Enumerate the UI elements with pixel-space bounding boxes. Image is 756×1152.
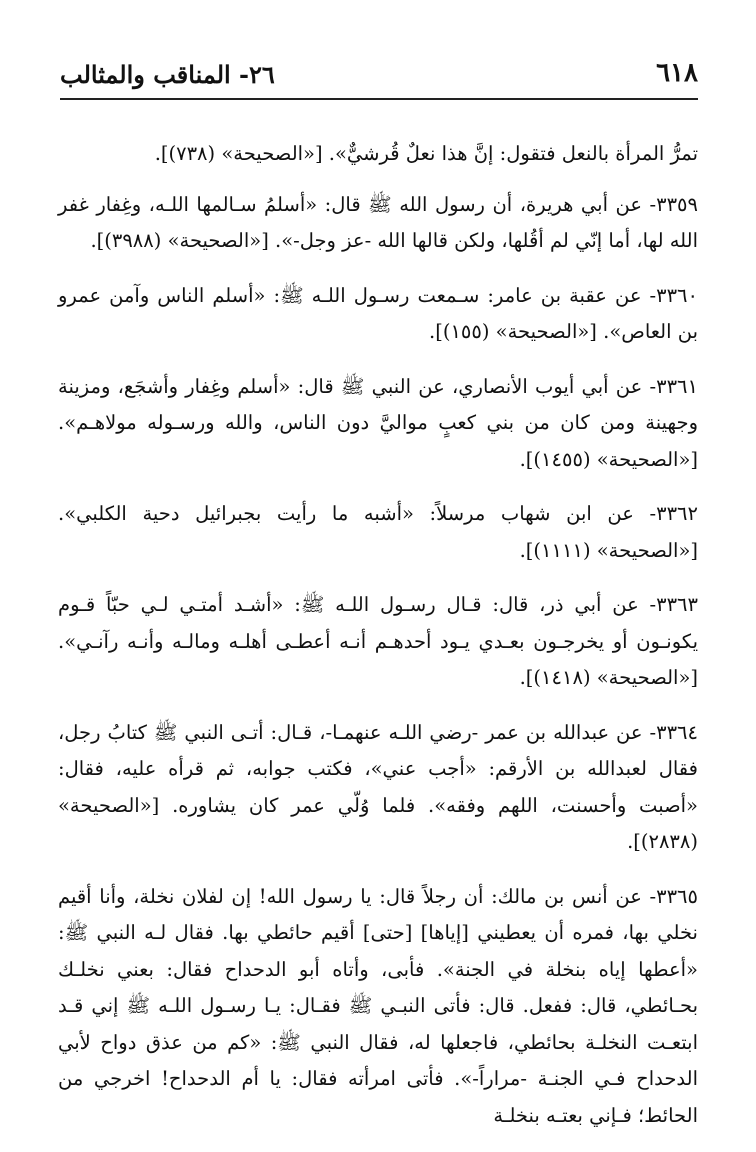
paragraph-continuation: تمرُّ المرأة بالنعل فتقول: إنَّ هذا نعلٌ قُرشيٌّ». [«الصحيحة» (٧٣٨)].: [154, 142, 698, 165]
hadith-3361: ٣٣٦١- عن أبي أيوب الأنصاري، عن النبي ﷺ قال: «أسلم وغِفار وأشجَع، ومزينة وجهينة ومن كان من بني كعبٍ مواليَّ دون الناس، والله ورسـوله مولاهـم». [«الصحيحة» (١٤٥٥)].: [58, 374, 698, 471]
hadith-3363: ٣٣٦٣- عن أبي ذر، قال: قـال رسـول اللـه ﷺ: «أشـد أمتـي لـي حبّاً قـوم يكونـون أو يخرجـون بعـدي يـود أحدهـم أنـه أعطـى أهلـه ومالـه وأنـه رآنـي». [«الصحيحة» (١٤١٨)].: [58, 593, 698, 689]
hadith-3359: ٣٣٥٩- عن أبي هريرة، أن رسول الله ﷺ قال: «أسلمُ سـالمها اللـه، وغِفار غفر الله لها، أما إنّي لم أقُلها، ولكن قالها الله -عز وجل-». [«الصحيحة» (٣٩٨٨)].: [58, 192, 698, 252]
page-number: ٦١٨: [656, 58, 698, 88]
hadith-3364: ٣٣٦٤- عن عبدالله بن عمر -رضي اللـه عنهمـا-، قـال: أتـى النبي ﷺ كتابُ رجل، فقال لعبدالله بن الأرقم: «أجب عني»، فكتب جوابه، ثم قرأه عليه، فقال: «أصبت وأحسنت، اللهم وفقه». فلما وُلّي عمر كان يشاوره. [«الصحيحة» (٢٨٣٨)].: [58, 720, 698, 853]
page-header: [60, 58, 698, 100]
chapter-title: ٢٦- المناقب والمثالب: [60, 60, 275, 89]
hadith-3362: ٣٣٦٢- عن ابن شهاب مرسلاً: «أشبه ما رأيت بجبرائيل دحية الكلبي». [«الصحيحة» (١١١١)].: [58, 502, 698, 562]
hadith-3360: ٣٣٦٠- عن عقبة بن عامر: سـمعت رسـول اللـه ﷺ: «أسلم الناس وآمن عمرو بن العاص». [«الصحيحة» (١٥٥)].: [58, 283, 698, 343]
page-body: [58, 136, 698, 1152]
hadith-3365: ٣٣٦٥- عن أنس بن مالك: أن رجلاً قال: يا رسول الله! إن لفلان نخلة، وأنا أقيم نخلي بها، فمره أن يعطيني [إياها] [حتى] أقيم حائطي بها. فقال لـه النبي ﷺ: «أعطها إياه بنخلة في الجنة». فأبى، وأتاه أبو الدحداح فقال: بعني نخلـك بحـائطي، قال: ففعل. قال: فأتى النبـي ﷺ فقـال: يـا رسـول اللـه ﷺ إني قـد ابتعـت النخلـة بحائطي، فاجعلها له، فقال النبي ﷺ: «كم من عذق دواح لأبي الدحداح فـي الجنـة -مراراً-». فأتى امرأته فقال: يا أم الدحداح! اخرجي من الحائط؛ فـإني بعتـه بنخلـة: [58, 884, 698, 1127]
